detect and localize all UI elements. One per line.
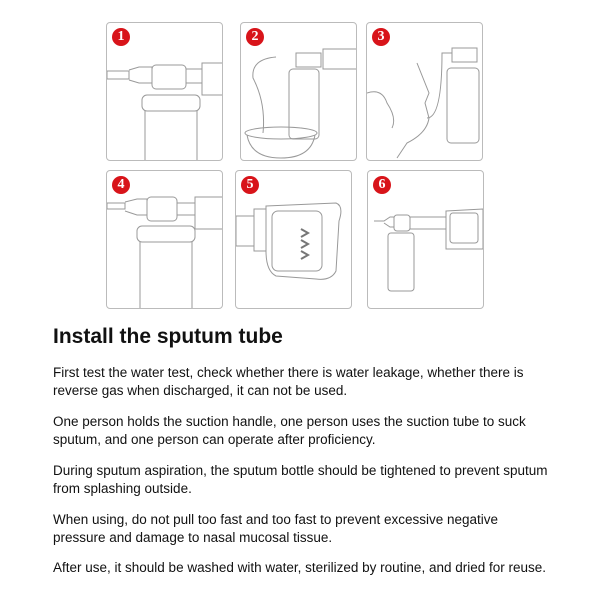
step-badge: 4 — [112, 176, 130, 194]
instruction-paragraph: After use, it should be washed with water, sterilized by routine, and dried for reuse. — [53, 560, 547, 575]
suction-handle-illustration — [236, 171, 352, 309]
step-2-panel — [240, 22, 357, 161]
assembled-device-illustration — [368, 171, 484, 309]
step-5-panel — [235, 170, 352, 309]
bottle-attach-illustration — [107, 171, 223, 309]
patient-suction-illustration — [367, 23, 483, 161]
step-badge: 6 — [373, 176, 391, 194]
step-badge: 1 — [112, 28, 130, 46]
instruction-paragraph: When using, do not pull too fast and too fast to prevent excessive negative pressure and damage to nasal mucosal tissue. — [53, 512, 499, 545]
water-test-illustration — [241, 23, 357, 161]
step-3-panel — [366, 22, 483, 161]
step-badge: 3 — [372, 28, 390, 46]
step-badge: 2 — [246, 28, 264, 46]
step-4-panel — [106, 170, 223, 309]
instruction-paragraph: First test the water test, check whether there is water leakage, whether there is reverse gas when discharged, it can not be used. — [53, 365, 524, 398]
step-badge: 5 — [241, 176, 259, 194]
instruction-paragraph: During sputum aspiration, the sputum bottle should be tightened to prevent sputum from splashing outside. — [53, 463, 548, 496]
page-title: Install the sputum tube — [53, 325, 283, 348]
bottle-closeup-illustration — [107, 23, 223, 161]
instruction-paragraph: One person holds the suction handle, one person uses the suction tube to suck sputum, and one person can operate after proficiency. — [53, 414, 526, 447]
step-1-panel — [106, 22, 223, 161]
step-6-panel — [367, 170, 484, 309]
